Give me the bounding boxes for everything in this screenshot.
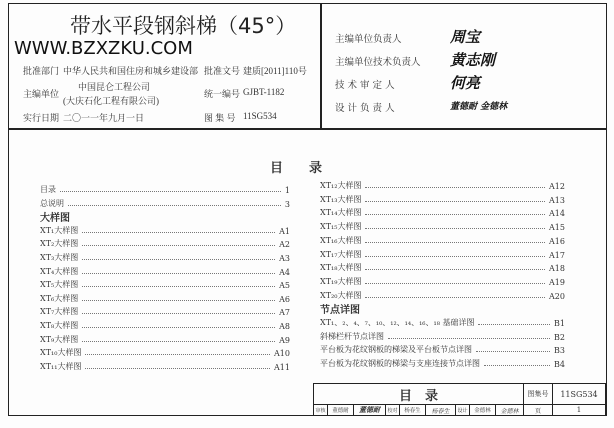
role-label: 设 计 负 责 人	[335, 103, 395, 114]
dot-leader	[82, 327, 275, 328]
toc-entry-page: A9	[279, 335, 290, 345]
dot-leader	[365, 187, 545, 188]
dot-leader	[365, 297, 545, 298]
reviewer: 董德耐	[328, 405, 354, 416]
title-block	[313, 383, 606, 415]
toc-entry-page: 1	[284, 186, 290, 195]
design-label: 设计	[456, 405, 470, 416]
page-label: 页	[524, 405, 553, 416]
page-number: 1	[553, 405, 606, 416]
watermark: WWW.BZXZKU.COM	[14, 38, 193, 59]
toc-entry	[320, 330, 565, 342]
checker-signature: 杨春生	[426, 405, 456, 416]
toc-entry-page: A3	[279, 254, 290, 263]
dot-leader	[484, 365, 550, 366]
dot-leader	[365, 256, 545, 257]
toc-section-heading: 大样图	[40, 213, 70, 225]
toc-entry-page: A6	[279, 294, 290, 304]
toc-entry-label: XT₁、₂、₄、₇、₁₀、₁₂、₁₄、₁₆、₁₈ 基础详图	[320, 318, 475, 327]
toc-entry-label: 目录	[40, 185, 56, 194]
role-label: 主编单位负责人	[335, 34, 402, 45]
toc-entry-label: XT₅大样图	[40, 280, 79, 290]
toc-entry-page: A20	[549, 291, 565, 301]
editor-unit-1: 中国昆仑工程公司	[78, 82, 151, 92]
toc-entry	[320, 220, 565, 232]
toc-entry-page: A11	[274, 362, 290, 372]
signature: 何亮	[450, 74, 481, 92]
effective-date: 二〇一一年九月一日	[63, 113, 145, 123]
dot-leader	[478, 324, 550, 325]
toc-entry-page: B2	[554, 332, 565, 342]
toc-entry	[320, 261, 565, 273]
dot-leader	[365, 201, 545, 202]
toc-entry-page: A12	[549, 182, 565, 191]
title-block-title: 目 录	[314, 384, 524, 405]
toc-entry-page: A5	[279, 281, 290, 291]
toc-entry-page: 3	[284, 199, 290, 209]
review-label: 审核	[314, 405, 328, 416]
toc-entry-page: A10	[274, 349, 290, 359]
signature: 黄志刚	[450, 51, 496, 69]
toc-entry-label: XT₁₇大样图	[320, 249, 362, 259]
toc-heading: 目 录	[270, 161, 323, 176]
toc-entry-page: B3	[554, 346, 565, 356]
toc-entry-label: XT₁大样图	[40, 225, 79, 235]
dot-leader	[82, 245, 275, 246]
toc-entry-label: XT₁₃大样图	[320, 194, 362, 204]
effective-date-label: 实行日期	[23, 113, 60, 123]
toc-entry-page: A4	[279, 267, 290, 277]
header-vertical-divider	[320, 3, 322, 129]
toc-entry-label: XT₄大样图	[40, 266, 79, 276]
toc-entry-label: XT₂₀大样图	[320, 290, 362, 300]
unified-no-label: 统一编号	[204, 89, 241, 99]
toc-entry-label: 平台板为花纹钢板的梯梁与支座连接节点详图	[320, 359, 480, 369]
toc-entry	[40, 183, 290, 195]
toc-entry	[40, 292, 290, 304]
toc-entry-label: XT₂大样图	[40, 239, 79, 249]
toc-entry-label: XT₁₀大样图	[40, 348, 82, 358]
dot-leader	[82, 273, 275, 274]
document-title: 带水平段钢斜梯（45°）	[70, 14, 297, 38]
dot-leader	[365, 283, 545, 284]
toc-entry	[320, 193, 565, 205]
atlas-no-label: 图 集 号	[204, 113, 236, 123]
toc-entry-label: XT₇大样图	[40, 307, 79, 317]
atlas-no: 11SG534	[243, 111, 277, 121]
toc-entry	[40, 265, 290, 277]
dot-leader	[365, 242, 545, 243]
dot-leader	[476, 351, 550, 352]
signature: 周宝	[450, 28, 481, 46]
dot-leader	[82, 232, 275, 233]
toc-entry-label: XT₁₈大样图	[320, 263, 362, 273]
toc-entry-label: XT₈大样图	[40, 321, 79, 330]
toc-entry	[320, 248, 565, 260]
toc-entry	[40, 319, 290, 331]
toc-entry-label: 斜梯栏杆节点详图	[320, 331, 384, 341]
header-divider	[8, 128, 606, 130]
dot-leader	[68, 205, 281, 206]
dot-leader	[85, 368, 270, 369]
checker: 杨春生	[400, 405, 426, 416]
dot-leader	[82, 286, 275, 287]
toc-entry-page: A14	[549, 209, 565, 219]
toc-entry-page: A7	[279, 308, 290, 318]
toc-entry	[40, 197, 290, 209]
editor-unit-2: (大庆石化工程有限公司)	[63, 96, 159, 106]
toc-entry-page: A2	[279, 240, 290, 250]
dot-leader	[85, 354, 270, 355]
dot-leader	[365, 214, 545, 215]
toc-entry	[320, 206, 565, 218]
toc-entry	[320, 179, 565, 191]
dot-leader	[82, 259, 275, 260]
toc-entry	[40, 333, 290, 345]
toc-entry	[320, 343, 565, 355]
toc-entry-label: XT₃大样图	[40, 253, 79, 262]
toc-entry	[40, 237, 290, 249]
toc-entry	[320, 289, 565, 301]
toc-entry-page: A16	[549, 236, 565, 246]
dot-leader	[365, 269, 545, 270]
toc-entry-page: A18	[549, 264, 565, 274]
toc-entry	[40, 346, 290, 358]
dot-leader	[82, 300, 275, 301]
toc-entry-label: XT₁₁大样图	[40, 361, 82, 371]
toc-entry-page: A15	[549, 223, 565, 233]
dot-leader	[365, 228, 545, 229]
check-label: 校对	[386, 405, 400, 416]
toc-entry	[320, 316, 565, 328]
toc-entry-label: XT₉大样图	[40, 334, 79, 344]
dot-leader	[60, 191, 281, 192]
role-label: 主编单位技术负责人	[335, 57, 421, 68]
unified-no: GJBT-1182	[243, 87, 285, 97]
approval-dept: 中华人民共和国住房和城乡建设部	[63, 66, 199, 76]
title-block-atlas-no: 11SG534	[553, 384, 606, 405]
toc-entry-label: XT₁₆大样图	[320, 235, 362, 245]
toc-entry-page: A13	[549, 195, 565, 205]
toc-entry	[40, 224, 290, 236]
approval-doc-label: 批准文号	[204, 66, 241, 76]
toc-entry-label: XT₁₄大样图	[320, 208, 362, 218]
atlas-label: 图集号	[524, 384, 553, 405]
toc-entry-label: XT₆大样图	[40, 293, 79, 303]
toc-entry-label: XT₁₂大样图	[320, 181, 362, 190]
approval-doc: 建质[2011]110号	[243, 66, 307, 76]
signature: 董德耐 金德林	[450, 102, 508, 112]
dot-leader	[388, 338, 550, 339]
approval-dept-label: 批准部门	[23, 66, 60, 76]
reviewer-signature: 董德耐	[354, 405, 386, 416]
toc-entry-page: B4	[554, 360, 565, 370]
toc-entry-label: XT₁₅大样图	[320, 222, 362, 232]
toc-entry-label: 总说明	[40, 198, 64, 208]
dot-leader	[82, 341, 275, 342]
toc-entry-label: 平台板为花纹钢板的梯梁及平台板节点详图	[320, 345, 472, 355]
toc-entry	[40, 360, 290, 372]
toc-entry	[320, 275, 565, 287]
toc-entry	[40, 278, 290, 290]
designer: 金德林	[470, 405, 496, 416]
toc-entry-page: A19	[549, 277, 565, 287]
toc-entry	[40, 251, 290, 263]
editor-unit-label: 主编单位	[23, 89, 60, 99]
designer-signature: 金德林	[496, 405, 524, 416]
toc-entry-label: XT₁₉大样图	[320, 276, 362, 286]
toc-entry	[40, 305, 290, 317]
toc-entry-page: A17	[549, 250, 565, 260]
dot-leader	[82, 313, 275, 314]
toc-entry-page: A8	[279, 322, 290, 331]
toc-section-heading: 节点详图	[320, 305, 360, 317]
toc-entry	[320, 357, 565, 369]
role-label: 技 术 审 定 人	[335, 80, 395, 91]
toc-entry-page: B1	[554, 319, 565, 328]
toc-entry	[320, 234, 565, 246]
toc-entry-page: A1	[279, 226, 290, 236]
